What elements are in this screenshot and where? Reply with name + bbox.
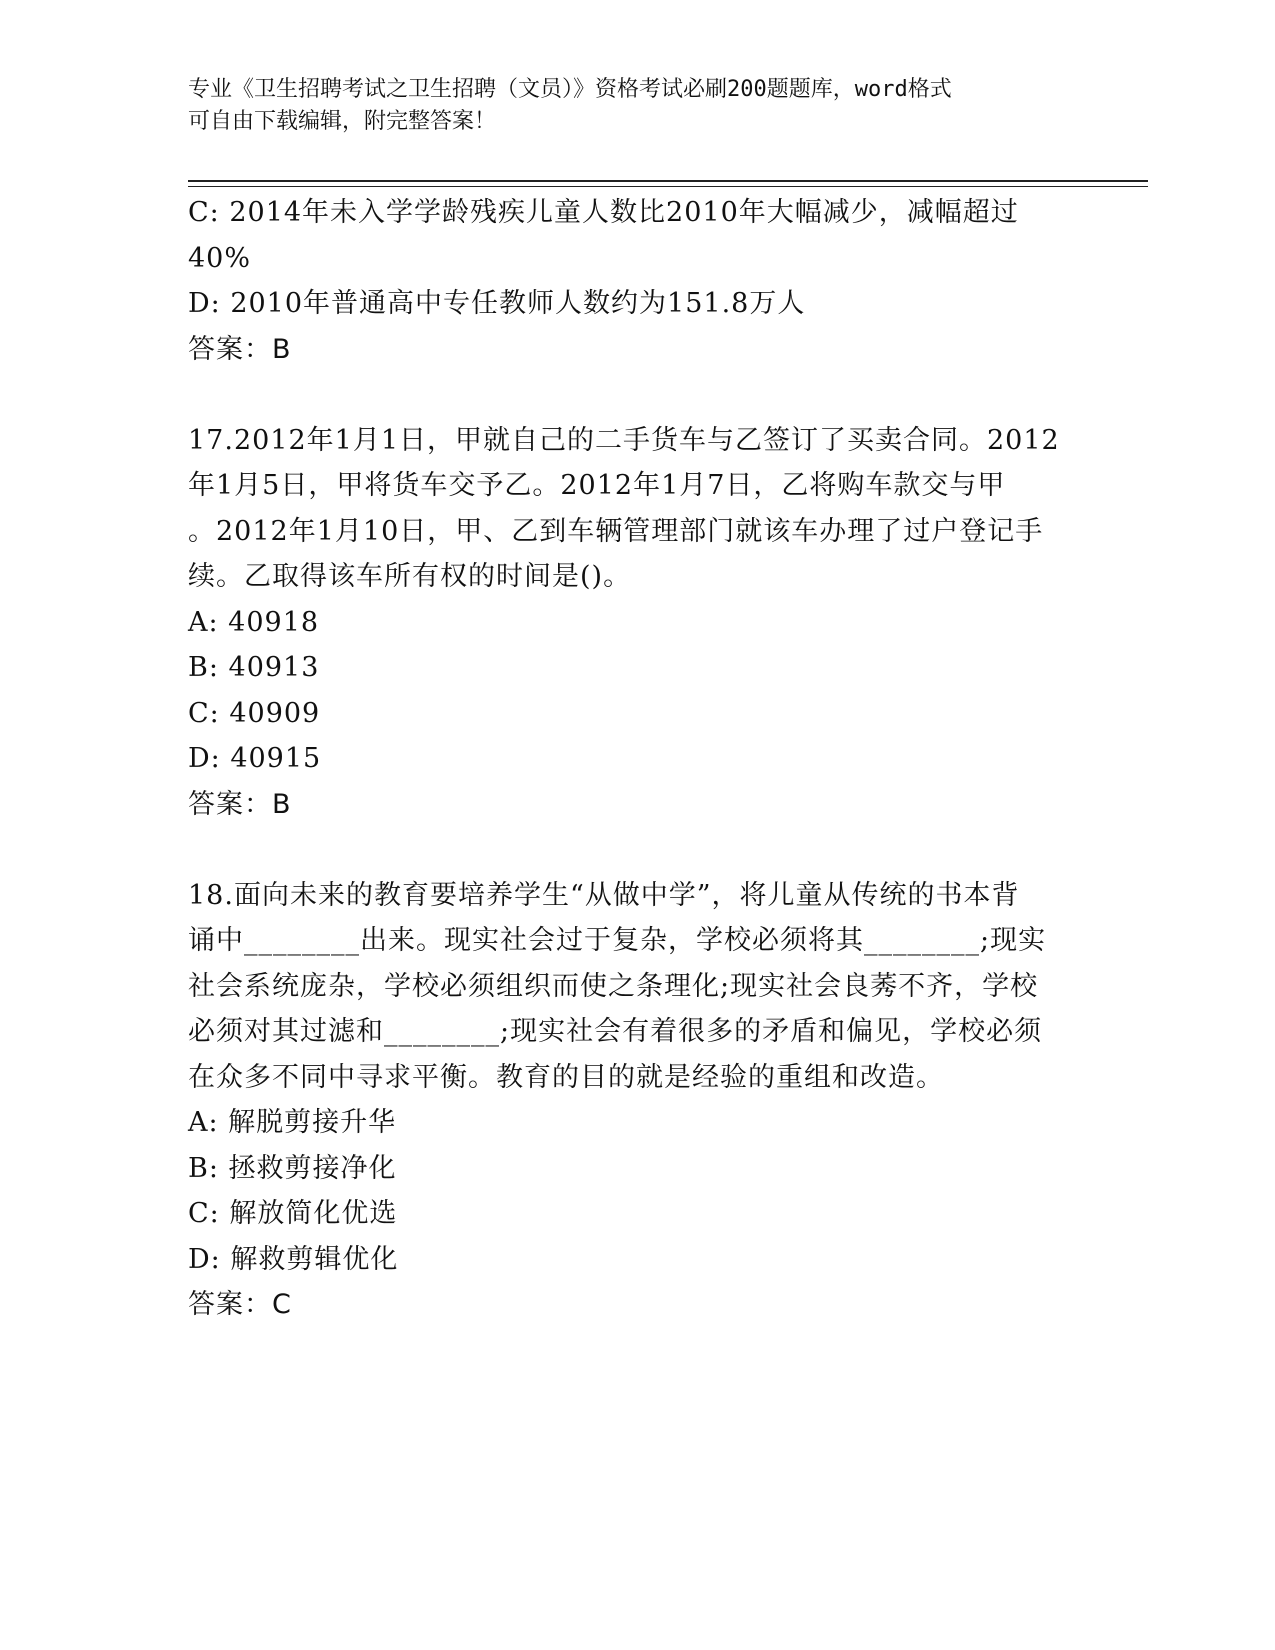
question-stem-line: 17.2012年1月1日，甲就自己的二手货车与乙签订了买卖合同。2012: [188, 424, 1060, 456]
option-d: D: 40915: [188, 743, 322, 774]
question-stem-line: 诵中________出来。现实社会过于复杂，学校必须将其________;现实: [188, 925, 1047, 956]
spacer: [188, 372, 1088, 418]
answer-label: 答案：B: [188, 333, 292, 365]
question-stem-line: 18.面向未来的教育要培养学生“从做中学”，将儿童从传统的书本背: [188, 879, 1020, 911]
question-stem-line: 在众多不同中寻求平衡。教育的目的就是经验的重组和改造。: [188, 1061, 944, 1093]
question-stem-line: 社会系统庞杂，学校必须组织而使之条理化;现实社会良莠不齐，学校: [188, 970, 1039, 1002]
option-b: B: 40913: [188, 652, 320, 683]
spacer: [188, 827, 1088, 873]
question-content: [188, 190, 1088, 1328]
question-17: [188, 418, 1088, 828]
previous-question-tail: [188, 190, 1088, 372]
header-title-line-2: 可自由下载编辑，附完整答案！: [188, 109, 497, 134]
header-title-line-1: 专业《卫生招聘考试之卫生招聘（文员）》资格考试必刷200题题库，word格式: [188, 77, 952, 102]
answer-label: 答案：B: [188, 788, 292, 820]
page-header: [188, 74, 1088, 138]
option-c: C: 解放简化优选: [188, 1198, 398, 1229]
option-c: C: 40909: [188, 697, 321, 729]
question-stem-line: 年1月5日，甲将货车交予乙。2012年1月7日，乙将购车款交与甲: [188, 470, 1006, 501]
option-b: B: 拯救剪接净化: [188, 1152, 397, 1184]
question-stem-line: 。2012年1月10日，甲、乙到车辆管理部门就该车办理了过户登记手: [188, 515, 1044, 547]
question-stem-line: 必须对其过滤和________;现实社会有着很多的矛盾和偏见，学校必须: [188, 1016, 1043, 1047]
option-a: A: 解脱剪接升华: [188, 1107, 397, 1138]
option-c-continued: 40%: [188, 242, 252, 274]
option-d: D: 2010年普通高中专任教师人数约为151.8万人: [188, 288, 806, 319]
header-divider-thin: [188, 186, 1148, 187]
option-a: A: 40918: [188, 606, 320, 638]
header-divider-thick: [188, 180, 1148, 182]
option-d: D: 解救剪辑优化: [188, 1243, 399, 1275]
question-18: [188, 873, 1088, 1328]
option-c: C: 2014年未入学学龄残疾儿童人数比2010年大幅减少，减幅超过: [188, 197, 1019, 228]
answer-label: 答案：C: [188, 1289, 292, 1320]
question-stem-line: 续。乙取得该车所有权的时间是()。: [188, 561, 632, 592]
